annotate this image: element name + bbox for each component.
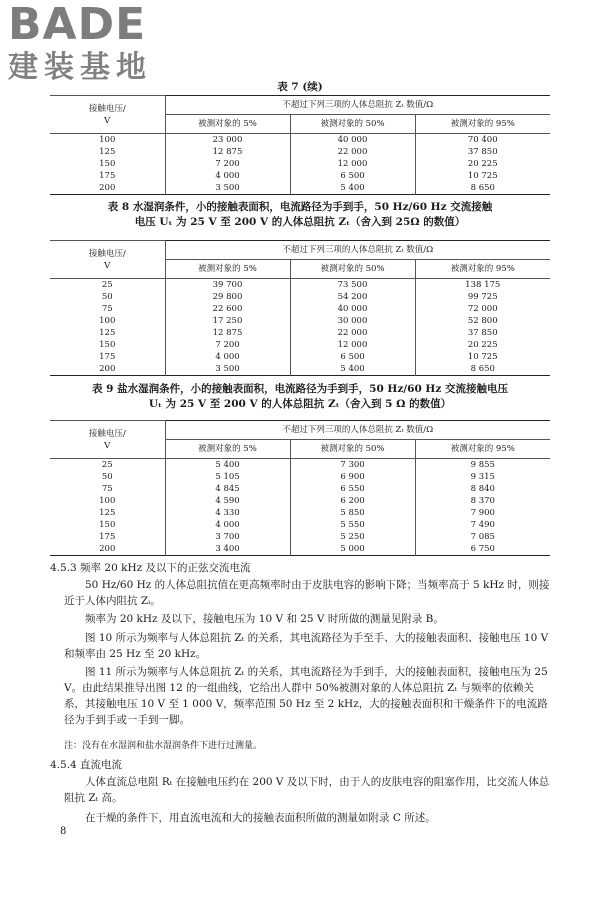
table-cell: 29 800 bbox=[165, 291, 290, 303]
table-cell: 5 850 bbox=[290, 507, 415, 519]
table-cell: 72 000 bbox=[415, 303, 550, 315]
section-4-5-3-note: 注：没有在水湿润和盐水湿润条件下进行过测量。 bbox=[64, 741, 263, 751]
table-cell: 8 650 bbox=[415, 363, 550, 376]
table-row bbox=[50, 315, 550, 327]
table-cell: 7 085 bbox=[415, 531, 550, 543]
table-cell: 23 000 bbox=[165, 134, 290, 147]
table-row bbox=[50, 507, 550, 519]
table-cell: 4 000 bbox=[165, 170, 290, 182]
table-cell: 20 225 bbox=[415, 158, 550, 170]
table-cell: 37 850 bbox=[415, 146, 550, 158]
table-row bbox=[50, 531, 550, 543]
table7-header-5: 被测对象的 5% bbox=[165, 115, 290, 134]
table-cell: 175 bbox=[99, 352, 116, 362]
table-cell: 7 490 bbox=[415, 519, 550, 531]
table-cell: 12 875 bbox=[165, 327, 290, 339]
table-cell: 6 550 bbox=[290, 483, 415, 495]
table7-caption: 表 7 (续) bbox=[277, 81, 323, 93]
table-cell: 4 590 bbox=[165, 495, 290, 507]
table-cell: 125 bbox=[99, 508, 116, 518]
table8-caption-line1: 表 8 水湿润条件，小的接触表面积，电流路径为手到手，50 Hz/60 Hz 交流接触 bbox=[107, 201, 493, 213]
table8-header-5: 被测对象的 5% bbox=[165, 260, 290, 279]
table-row bbox=[50, 182, 550, 195]
table-cell: 4 000 bbox=[165, 519, 290, 531]
page-number: 8 bbox=[60, 826, 67, 837]
table-cell: 99 725 bbox=[415, 291, 550, 303]
section-4-5-3-para-2: 频率为 20 kHz 及以下，接触电压为 10 V 和 25 V 时所做的测量见附录 B。 bbox=[85, 613, 444, 625]
logo bbox=[8, 2, 188, 86]
table-row bbox=[50, 279, 550, 292]
table-cell: 7 200 bbox=[165, 339, 290, 351]
table-cell: 50 bbox=[101, 472, 113, 482]
table-cell: 40 000 bbox=[290, 303, 415, 315]
table-cell: 3 500 bbox=[165, 182, 290, 195]
table-cell: 37 850 bbox=[415, 327, 550, 339]
table8 bbox=[50, 240, 550, 376]
table-cell: 7 300 bbox=[290, 459, 415, 472]
table-cell: 22 000 bbox=[290, 146, 415, 158]
table7 bbox=[50, 95, 550, 195]
table-cell: 12 000 bbox=[290, 339, 415, 351]
section-4-5-4-para-2: 在干燥的条件下，用直流电流和大的接触表面积所做的测量如附录 C 所述。 bbox=[85, 812, 436, 824]
table-row bbox=[50, 543, 550, 556]
table-row bbox=[50, 471, 550, 483]
table7-header-group: 不超过下列三项的人体总阻抗 Zₜ 数值/Ω bbox=[165, 96, 550, 115]
table-cell: 75 bbox=[101, 484, 113, 494]
table-cell: 3 500 bbox=[165, 363, 290, 376]
table-cell: 5 400 bbox=[290, 182, 415, 195]
table-row bbox=[50, 339, 550, 351]
table-cell: 6 500 bbox=[290, 170, 415, 182]
table-cell: 50 bbox=[101, 292, 113, 302]
table-cell: 25 bbox=[101, 280, 113, 290]
table-cell: 150 bbox=[99, 159, 116, 169]
logo-brand: BADE bbox=[8, 0, 147, 50]
table-cell: 9 855 bbox=[415, 459, 550, 472]
table-cell: 73 500 bbox=[290, 279, 415, 292]
table-row bbox=[50, 146, 550, 158]
table-cell: 150 bbox=[99, 340, 116, 350]
table-row bbox=[50, 158, 550, 170]
table-row bbox=[50, 170, 550, 182]
table-cell: 6 500 bbox=[290, 351, 415, 363]
table-cell: 6 750 bbox=[415, 543, 550, 556]
table9-caption-line2: Uₜ 为 25 V 至 200 V 的人体总阻抗 Zₜ（舍入到 5 Ω 的数值） bbox=[148, 398, 452, 410]
table-cell: 20 225 bbox=[415, 339, 550, 351]
table-cell: 25 bbox=[101, 460, 113, 470]
table-cell: 125 bbox=[99, 328, 116, 338]
table9-caption-line1: 表 9 盐水湿润条件，小的接触表面积，电流路径为手到手，50 Hz/60 Hz 交流接触电压 bbox=[92, 383, 508, 395]
table-cell: 200 bbox=[99, 183, 116, 193]
table-cell: 70 400 bbox=[415, 134, 550, 147]
section-4-5-4-para-1: 人体直流总电阻 Rₜ 在接触电压约在 200 V 及以下时，由于人的皮肤电容的阻塞作用，比交流人体总阻抗 Zₜ 高。 bbox=[64, 776, 550, 804]
table-cell: 8 650 bbox=[415, 182, 550, 195]
table-cell: 39 700 bbox=[165, 279, 290, 292]
table-cell: 12 875 bbox=[165, 146, 290, 158]
table-cell: 5 250 bbox=[290, 531, 415, 543]
table-cell: 8 370 bbox=[415, 495, 550, 507]
table-row bbox=[50, 303, 550, 315]
table9-header-95: 被测对象的 95% bbox=[415, 440, 550, 459]
table8-header-50: 被测对象的 50% bbox=[290, 260, 415, 279]
table9-header-5: 被测对象的 5% bbox=[165, 440, 290, 459]
table9-header-50: 被测对象的 50% bbox=[290, 440, 415, 459]
table9-header-voltage: 接触电压/ V bbox=[50, 421, 165, 459]
table-cell: 6 200 bbox=[290, 495, 415, 507]
table-cell: 22 600 bbox=[165, 303, 290, 315]
table-cell: 4 330 bbox=[165, 507, 290, 519]
table-row bbox=[50, 483, 550, 495]
table-cell: 7 900 bbox=[415, 507, 550, 519]
table-cell: 10 725 bbox=[415, 170, 550, 182]
table-row bbox=[50, 351, 550, 363]
section-4-5-3-para-1: 50 Hz/60 Hz 的人体总阻抗值在更高频率时由于皮肤电容的影响下降；当频率高于 5 kHz 时，则接近于人体内阻抗 Zᵢ。 bbox=[64, 579, 550, 607]
section-4-5-3-para-3: 图 10 所示为频率与人体总阻抗 Zₜ 的关系，其电流路径为手至手、大的接触表面积、接触电压 10 V 和频率由 25 Hz 至 20 kHz。 bbox=[64, 632, 549, 660]
table-cell: 100 bbox=[99, 316, 116, 326]
table-cell: 75 bbox=[101, 304, 113, 314]
table8-header-group: 不超过下列三项的人体总阻抗 Zₜ 数值/Ω bbox=[165, 241, 550, 260]
table-cell: 30 000 bbox=[290, 315, 415, 327]
table8-header-voltage: 接触电压/ V bbox=[50, 241, 165, 279]
table-cell: 54 200 bbox=[290, 291, 415, 303]
table-cell: 7 200 bbox=[165, 158, 290, 170]
table-row bbox=[50, 134, 550, 147]
table-cell: 10 725 bbox=[415, 351, 550, 363]
table-row bbox=[50, 519, 550, 531]
table-cell: 22 000 bbox=[290, 327, 415, 339]
table-row bbox=[50, 363, 550, 376]
table-cell: 5 105 bbox=[165, 471, 290, 483]
table-row bbox=[50, 291, 550, 303]
table-cell: 175 bbox=[99, 532, 116, 542]
table-cell: 175 bbox=[99, 171, 116, 181]
table-cell: 5 550 bbox=[290, 519, 415, 531]
section-4-5-3-heading: 4.5.3 频率 20 kHz 及以下的正弦交流电流 bbox=[50, 562, 251, 574]
table-cell: 5 000 bbox=[290, 543, 415, 556]
table-cell: 5 400 bbox=[165, 459, 290, 472]
table-cell: 3 400 bbox=[165, 543, 290, 556]
table-cell: 200 bbox=[99, 544, 116, 554]
table-cell: 100 bbox=[99, 135, 116, 145]
table-cell: 9 315 bbox=[415, 471, 550, 483]
logo-subtitle: 建装基地 bbox=[8, 50, 152, 85]
table-cell: 200 bbox=[99, 364, 116, 374]
table-cell: 8 840 bbox=[415, 483, 550, 495]
table-row bbox=[50, 327, 550, 339]
table9 bbox=[50, 420, 550, 556]
table-cell: 3 700 bbox=[165, 531, 290, 543]
table-cell: 4 845 bbox=[165, 483, 290, 495]
table8-caption bbox=[50, 200, 550, 230]
table-cell: 12 000 bbox=[290, 158, 415, 170]
table-row bbox=[50, 459, 550, 472]
section-4-5-3-para-4: 图 11 所示为频率与人体总阻抗 Zₜ 的关系，其电流路径为手到手，大的接触表面积，接触电压为 25 V。由此结果推导出图 12 的一组曲线，它给出人群中 50%被测对象的人体总阻抗 Zₜ 与频率的依赖关系，其接触电压 10 V 至 1 000 V，频率范围 50 Hz 至 2 kHz，大的接触表面积和干燥条件下的电流路径为手到手或一手到一脚。 bbox=[64, 666, 548, 726]
table-cell: 40 000 bbox=[290, 134, 415, 147]
table-cell: 100 bbox=[99, 496, 116, 506]
table8-header-95: 被测对象的 95% bbox=[415, 260, 550, 279]
table7-header-95: 被测对象的 95% bbox=[415, 115, 550, 134]
table-cell: 138 175 bbox=[415, 279, 550, 292]
table9-header-group: 不超过下列三项的人体总阻抗 Zₜ 数值/Ω bbox=[165, 421, 550, 440]
table-cell: 4 000 bbox=[165, 351, 290, 363]
table7-header-50: 被测对象的 50% bbox=[290, 115, 415, 134]
table-cell: 5 400 bbox=[290, 363, 415, 376]
table-cell: 52 800 bbox=[415, 315, 550, 327]
table-cell: 150 bbox=[99, 520, 116, 530]
table-cell: 17 250 bbox=[165, 315, 290, 327]
table8-caption-line2: 电压 Uₜ 为 25 V 至 200 V 的人体总阻抗 Zₜ（舍入到 25Ω 的数值） bbox=[134, 216, 466, 228]
section-4-5-4-heading: 4.5.4 直流电流 bbox=[50, 759, 123, 771]
table-cell: 125 bbox=[99, 147, 116, 157]
table9-caption bbox=[50, 382, 550, 412]
table-cell: 6 900 bbox=[290, 471, 415, 483]
table-row bbox=[50, 495, 550, 507]
table7-header-voltage: 接触电压/ V bbox=[50, 96, 165, 134]
